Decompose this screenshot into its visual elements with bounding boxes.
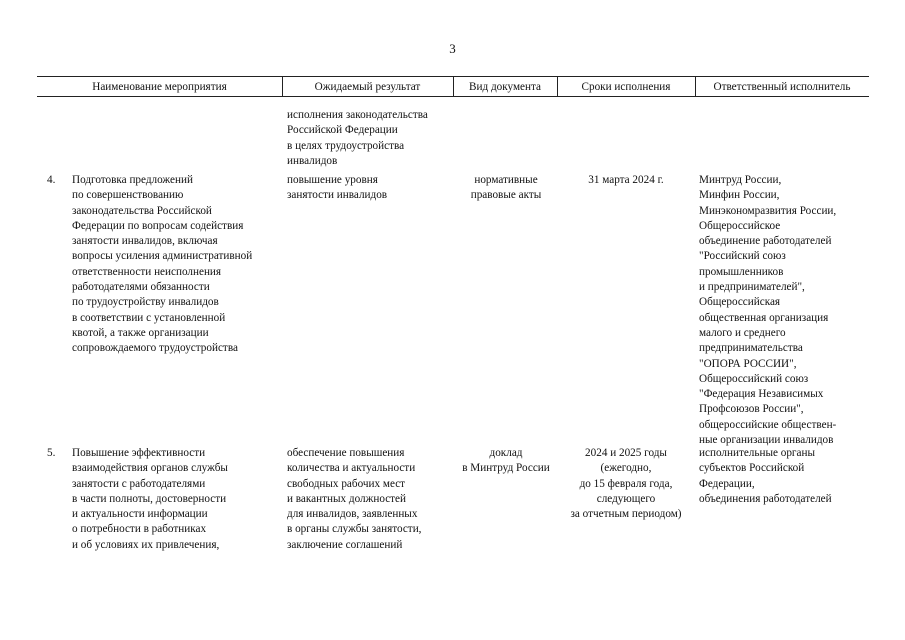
continuation-result-text: исполнения законодательства Российской Федерации в целях трудоустройства инвалидов: [287, 109, 428, 167]
row-name: Подготовка предложений по совершенствованию законодательства Российской Федерации по вопросам содействия занятости инвалидов, включая вопросы усиления административной ответственности неисполнения работодателями обязанности по трудоустройству инвалидов в соответствии с установленной квотой, а также организации сопровождаемого трудоустройства: [72, 174, 253, 355]
table-header-rule: [37, 96, 869, 97]
page-number: 3: [449, 41, 456, 56]
row-executor: Минтруд России, Минфин России, Минэкономразвития России, Общероссийское объединение работодателей "Российский союз промышленников и предпринимателей", Общероссийская общественная организация малого и среднего предпринимательства "ОПОРА РОССИИ", Общероссийский союз "Федерация Независимых Профсоюзов России", общероссийские обществен- ные организации инвалидов: [699, 174, 837, 447]
header-executor: Ответственный исполнитель: [713, 81, 851, 93]
row-number: 5.: [47, 447, 56, 459]
header-deadline: Сроки исполнения: [581, 81, 671, 93]
row-number: 4.: [47, 174, 56, 186]
row-doc-type: доклад в Минтруд России: [462, 447, 550, 475]
header-doc-type: Вид документа: [469, 81, 541, 93]
row-deadline: 2024 и 2025 годы (ежегодно, до 15 февраля года, следующего за отчетным периодом): [570, 447, 682, 521]
row-name: Повышение эффективности взаимодействия органов службы занятости с работодателями в части полноты, достоверности и актуальности информации о потребности в работниках и об условиях их привлечения,: [72, 447, 228, 551]
header-name: Наименование мероприятия: [92, 81, 227, 93]
row-deadline: 31 марта 2024 г.: [588, 174, 664, 186]
row-executor: исполнительные органы субъектов Российской Федерации, объединения работодателей: [699, 447, 832, 505]
row-result: повышение уровня занятости инвалидов: [287, 174, 388, 202]
header-result: Ожидаемый результат: [314, 81, 421, 93]
row-doc-type: нормативные правовые акты: [470, 174, 542, 202]
row-result: обеспечение повышения количества и актуальности свободных рабочих мест и вакантных должностей для инвалидов, заявленных в органы службы занятости, заключение соглашений: [287, 447, 422, 551]
